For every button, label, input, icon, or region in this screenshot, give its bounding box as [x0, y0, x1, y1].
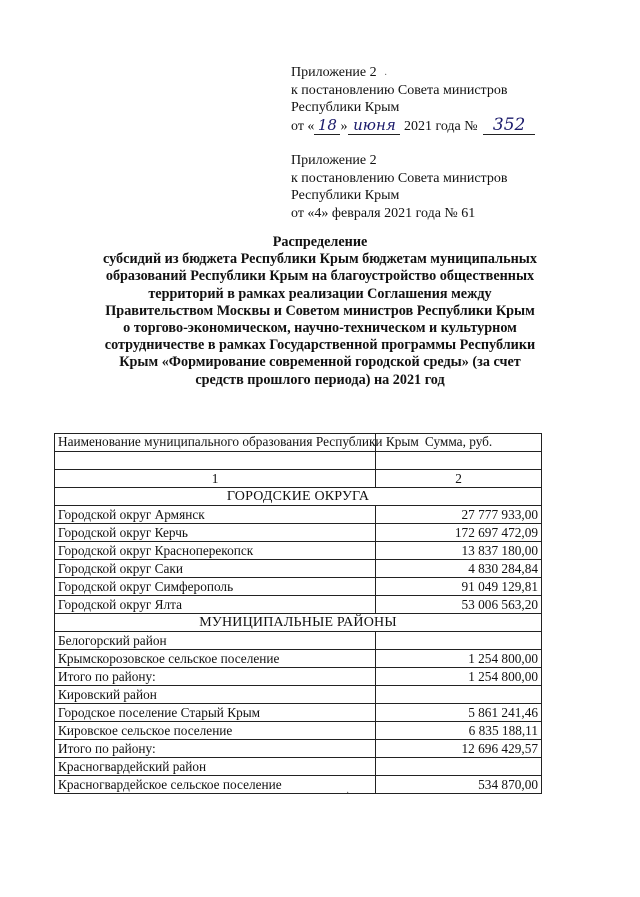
- annex-decree-line: к постановлению Совета министров: [291, 170, 508, 186]
- row-name: Городской округ Армянск: [55, 506, 376, 524]
- title-line: территорий в рамках реализации Соглашения между: [148, 285, 492, 302]
- date-mid: »: [340, 118, 348, 134]
- column-number-2: 2: [376, 470, 542, 488]
- table-empty-row: [55, 452, 542, 470]
- table-row: [55, 722, 542, 740]
- annex-title: Приложение 2: [291, 153, 377, 168]
- table-row: [55, 668, 542, 686]
- row-name: Красногвардейское сельское поселение: [55, 776, 376, 794]
- row-name: Белогорский район: [55, 632, 376, 650]
- row-name: Городское поселение Старый Крым: [55, 704, 376, 722]
- title-line: субсидий из бюджета Республики Крым бюджетам муниципальных: [103, 251, 537, 268]
- annex-header-previous: [291, 152, 507, 222]
- title-line: о торгово-экономическом, научно-техническом и культурном: [123, 320, 517, 337]
- table-header-row: [55, 434, 542, 452]
- row-sum: 91 049 129,81: [376, 578, 542, 596]
- title-line: образований Республики Крым на благоустройство общественных: [105, 268, 535, 285]
- scan-speck: ·: [384, 70, 388, 81]
- document-title: [40, 234, 600, 389]
- annex-republic-line: Республики Крым: [291, 188, 400, 203]
- table-row: [55, 650, 542, 668]
- row-sum: [376, 686, 542, 704]
- row-name: Городской округ Ялта: [55, 596, 376, 614]
- annex-date-line: [291, 114, 535, 136]
- table-row: [55, 596, 542, 614]
- row-sum: 53 006 563,20: [376, 596, 542, 614]
- section-city-districts: ГОРОДСКИЕ ОКРУГА: [55, 488, 542, 506]
- table-row: [55, 704, 542, 722]
- date-prefix: от «: [291, 118, 315, 134]
- row-name: Итого по району:: [55, 668, 376, 686]
- table-row: [55, 578, 542, 596]
- table-row: [55, 542, 542, 560]
- table-row: [55, 758, 542, 776]
- row-sum: [376, 758, 542, 776]
- row-name: Городской округ Красноперекопск: [55, 542, 376, 560]
- table-row: [55, 632, 542, 650]
- header-name: Наименование муниципального образования Республики Крым: [55, 434, 376, 452]
- row-sum: 534 870,00: [376, 776, 542, 794]
- row-name: Крымскорозовское сельское поселение: [55, 650, 376, 668]
- annex-title: Приложение 2: [291, 65, 377, 80]
- handwritten-number: 352: [483, 117, 535, 136]
- row-name: Городской округ Керчь: [55, 524, 376, 542]
- title-line: средств прошлого периода) на 2021 год: [195, 371, 445, 388]
- table-row: [55, 740, 542, 758]
- table-row: [55, 560, 542, 578]
- section-row: [55, 614, 542, 632]
- title-line: Крым «Формирование современной городской среды» (за счет: [119, 354, 521, 371]
- annex-decree-line: к постановлению Совета министров: [291, 82, 508, 98]
- scan-speck: ·: [346, 788, 350, 799]
- row-name: Городской округ Симферополь: [55, 578, 376, 596]
- date-year: 2021 года №: [403, 118, 478, 134]
- column-number-1: 1: [55, 470, 376, 488]
- row-sum: 6 835 188,11: [376, 722, 542, 740]
- handwritten-month: июня: [348, 117, 400, 136]
- table-row: [55, 524, 542, 542]
- section-municipal-districts: МУНИЦИПАЛЬНЫЕ РАЙОНЫ: [55, 614, 542, 632]
- row-name: Городской округ Саки: [55, 560, 376, 578]
- row-name: Кировский район: [55, 686, 376, 704]
- subsidy-table: [54, 433, 542, 794]
- annex-republic-line: Республики Крым: [291, 100, 400, 115]
- row-sum: 27 777 933,00: [376, 506, 542, 524]
- title-line: Правительством Москвы и Советом министров Республики Крым: [105, 302, 535, 319]
- section-row: [55, 488, 542, 506]
- title-line: сотрудничестве в рамках Государственной программы Республики: [104, 337, 536, 354]
- row-sum: [376, 632, 542, 650]
- table-row: [55, 686, 542, 704]
- title-heading: Распределение: [272, 234, 368, 250]
- row-sum: 13 837 180,00: [376, 542, 542, 560]
- row-sum: 172 697 472,09: [376, 524, 542, 542]
- header-sum: Сумма, руб.: [376, 434, 542, 452]
- row-sum: 1 254 800,00: [376, 650, 542, 668]
- table-row: [55, 506, 542, 524]
- row-name: Кировское сельское поселение: [55, 722, 376, 740]
- annex-header-current: [291, 64, 535, 135]
- row-name: Красногвардейский район: [55, 758, 376, 776]
- row-sum: 1 254 800,00: [376, 668, 542, 686]
- handwritten-day: 18: [314, 117, 340, 136]
- row-name: Итого по району:: [55, 740, 376, 758]
- row-sum: 12 696 429,57: [376, 740, 542, 758]
- table-column-numbers: [55, 470, 542, 488]
- annex-date-line: от «4» февраля 2021 года № 61: [291, 205, 476, 221]
- row-sum: 5 861 241,46: [376, 704, 542, 722]
- table-row: [55, 776, 542, 794]
- row-sum: 4 830 284,84: [376, 560, 542, 578]
